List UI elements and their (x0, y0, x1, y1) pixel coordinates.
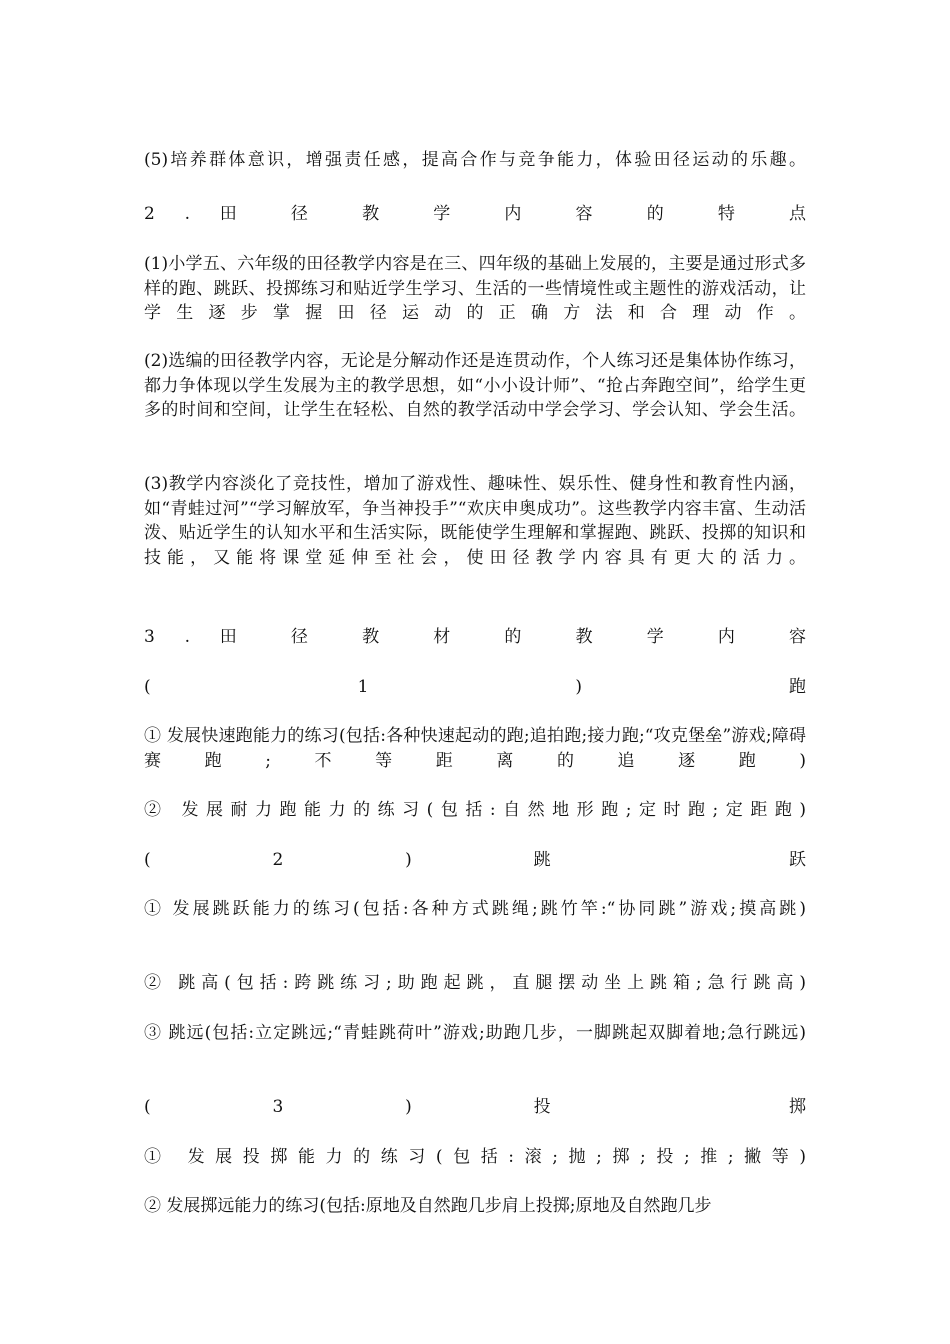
jump-item-3: ③ 跳远(包括:立定跳远;“青蛙跳荷叶”游戏;助跑几步，一脚跳起双脚着地;急行跳远) (144, 1023, 806, 1043)
subsection-1-heading: ( 1 ) 跑 (144, 677, 806, 697)
jump-item-2: ② 跳高(包括:跨跳练习;助跑起跳，直腿摆动坐上跳箱;急行跳高) (144, 973, 806, 993)
paragraph-2-2: (2)选编的田径教学内容，无论是分解动作还是连贯动作，个人练习还是集体协作练习，都力争体现以学生发展为主的教学思想，如“小小设计师”、“抢占奔跑空间”，给学生更多的时间和空间，让学生在轻松、自然的教学活动中学会学习、学会认知、学会生活。 (144, 351, 806, 420)
subsection-2-heading: ( 2 ) 跳 跃 (144, 850, 806, 870)
jump-item-1: ① 发展跳跃能力的练习(包括:各种方式跳绳;跳竹竿:“协同跳”游戏;摸高跳) (144, 899, 806, 919)
paragraph-2-1: (1)小学五、六年级的田径教学内容是在三、四年级的基础上发展的，主要是通过形式多样的跑、跳跃、投掷练习和贴近学生学习、生活的一些情境性或主题性的游戏活动，让学生逐步掌握田径运动的正确方法和合理动作。 (144, 254, 806, 323)
throw-item-1: ① 发展投掷能力的练习(包括:滚;抛;掷;投;推;撇等) (144, 1147, 806, 1167)
subsection-3-heading: ( 3 ) 投 掷 (144, 1097, 806, 1117)
paragraph-2-3: (3)教学内容淡化了竞技性，增加了游戏性、趣味性、娱乐性、健身性和教育性内涵，如“青蛙过河”“学习解放军，争当神投手”“欢庆申奥成功”。这些教学内容丰富、生动活泼、贴近学生的认知水平和生活实际，既能使学生理解和掌握跑、跳跃、投掷的知识和技能，又能将课堂延伸至社会，使田径教学内容具有更大的活力。 (144, 474, 806, 568)
section-2-heading: 2 . 田 径 教 学 内 容 的 特 点 (144, 204, 806, 224)
run-item-1: ① 发展快速跑能力的练习(包括:各种快速起动的跑;追拍跑;接力跑;“攻克堡垒”游戏;障碍赛跑;不等距离的追逐跑) (144, 726, 806, 771)
throw-item-2: ② 发展掷远能力的练习(包括:原地及自然跑几步肩上投掷;原地及自然跑几步 (144, 1196, 712, 1216)
section-3-heading: 3 . 田 径 教 材 的 教 学 内 容 (144, 627, 806, 647)
goal-item-5: (5)培养群体意识，增强责任感，提高合作与竞争能力，体验田径运动的乐趣。 (144, 150, 806, 170)
run-item-2: ② 发展耐力跑能力的练习(包括:自然地形跑;定时跑;定距跑) (144, 800, 806, 820)
